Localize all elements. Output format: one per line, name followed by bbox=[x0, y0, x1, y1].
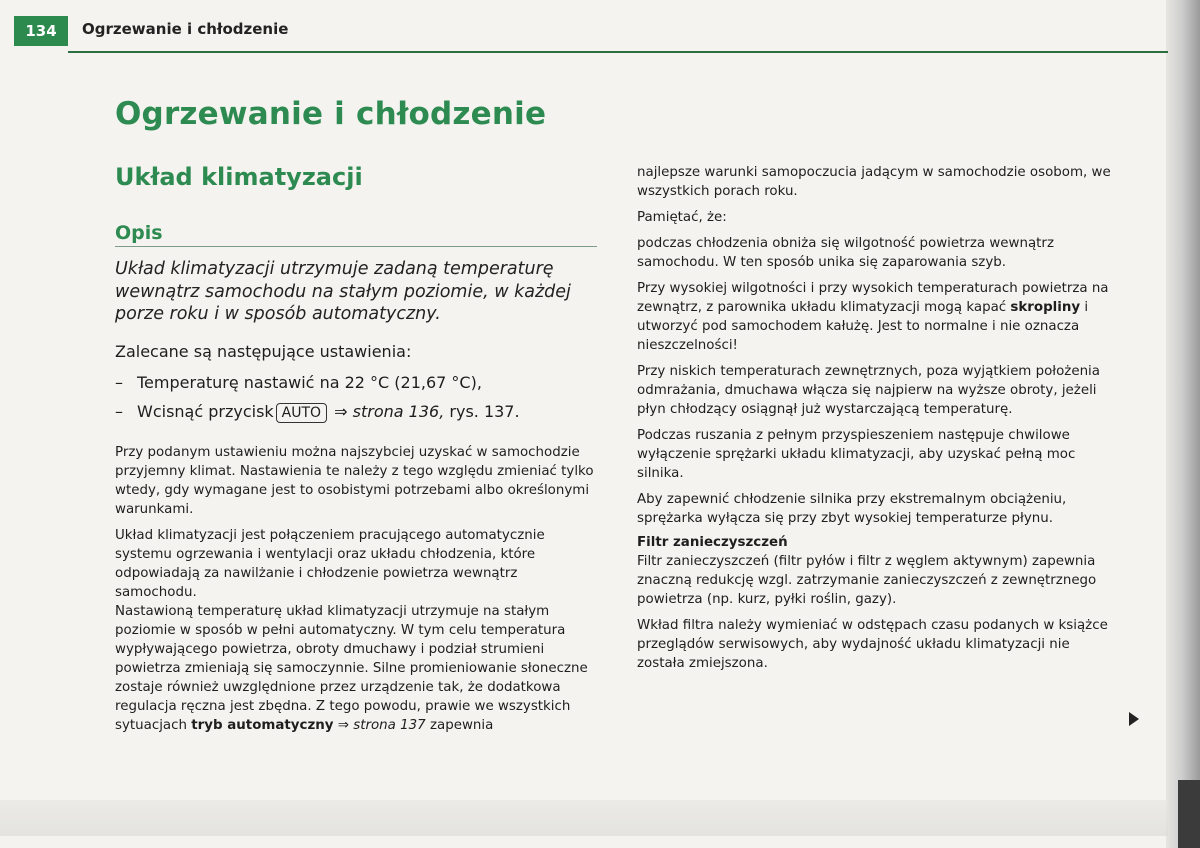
left-column bbox=[115, 258, 599, 742]
list-item: – Wcisnąć przycisk AUTO ⇒ strona 136, rys. 137. bbox=[115, 401, 520, 421]
header-rule bbox=[68, 51, 1168, 53]
running-title: Ogrzewanie i chłodzenie bbox=[82, 20, 289, 38]
paragraph: Wkład filtra należy wymieniać w odstępach czasu podanych w książce przeglądów serwisowych, aby wydajność układu klimatyzacji nie została zmiejszona. bbox=[637, 618, 1108, 671]
page-reference: ⇒ strona 137 bbox=[337, 717, 426, 733]
paragraph: Filtr zanieczyszczeń (filtr pyłów i filtr z węglem aktywnym) zapewnia znaczną redukcję wzgl. zatrzymanie zanieczyszczeń z zewnętrznego powietrza (np. kurz, pyłki roślin, gazy). bbox=[637, 554, 1097, 607]
paragraph: Przy wysokiej wilgotności i przy wysokich temperaturach powietrza na zewnątrz, z parownika układu klimatyzacji mogą kapać skropliny i utworzyć pod samochodem kałużę. Jest to normalne i nie oznacza nieszczelności! bbox=[637, 281, 1109, 353]
paragraph: Przy niskich temperaturach zewnętrznych, poza wyjątkiem położenia odmrażania, dmuchawa włącza się najpierw na wyższe obroty, jeżeli płyn chłodzący osiągnął już wystarczającą temperaturę. bbox=[637, 364, 1100, 417]
page-number: 134 bbox=[14, 16, 68, 46]
filter-heading: Filtr zanieczyszczeń bbox=[637, 535, 788, 550]
list-item: – Temperaturę nastawić na 22 °C (21,67 °C), bbox=[115, 372, 482, 392]
paragraph: Przy podanym ustawieniu można najszybciej uzyskać w samochodzie przyjemny klimat. Nastawienia te należy z tego względu zmieniać tylko wtedy, gdy wymagane jest to osobistymi potrzebami albo określonymi warunkami. bbox=[115, 444, 594, 517]
bold-term: tryb automatyczny bbox=[191, 717, 334, 733]
lead-paragraph: Układ klimatyzacji utrzymuje zadaną temperaturę wewnątrz samochodu na stałym poziomie, w każdej porze roku i w sposób automatyczny. bbox=[115, 259, 571, 324]
paragraph: Nastawioną temperaturę układ klimatyzacji utrzymuje na stałym poziomie w sposób w pełni automatyczny. W tym celu temperatura wypływającego powietrza, obroty dmuchawy i podział strumieni powietrza zmieniają się samoczynnie. Silne promieniowanie słoneczne zostaje również uwzględnione przez urządzenie tak, że dodatkowa regulacja ręczna jest zbędna. Z tego powodu, prawie we wszystkich sytuacjach tryb automatyczny ⇒ strona 137 zapewnia bbox=[115, 603, 588, 733]
page-reference: ⇒ strona 136, bbox=[334, 401, 445, 421]
sub-title: Układ klimatyzacji bbox=[115, 163, 363, 191]
paragraph: Układ klimatyzacji jest połączeniem pracującego automatycznie systemu ogrzewania i wentylacji oraz układu chłodzenia, które odpowiadają za nawilżanie i chłodzenie powietrza wewnątrz samochodu. bbox=[115, 527, 545, 600]
triangle-right-icon bbox=[1129, 712, 1139, 726]
page-header bbox=[0, 14, 1200, 38]
auto-key: AUTO bbox=[276, 403, 327, 423]
list-item-text: Temperaturę nastawić na 22 °C (21,67 °C), bbox=[137, 372, 482, 392]
right-column bbox=[637, 163, 1121, 680]
bold-term: skropliny bbox=[1010, 300, 1081, 315]
paragraph: Pamiętać, że: bbox=[637, 210, 727, 225]
section-title: Opis bbox=[115, 222, 163, 244]
paragraph: podczas chłodzenia obniża się wilgotność powietrza wewnątrz samochodu. W ten sposób unika się zaparowania szyb. bbox=[637, 236, 1054, 270]
paragraph: Aby zapewnić chłodzenie silnika przy ekstremalnym obciążeniu, sprężarka wyłącza się przy zbyt wysokiej temperaturze płynu. bbox=[637, 492, 1067, 526]
recommend-text: Zalecane są następujące ustawienia: bbox=[115, 341, 412, 361]
figure-reference: rys. 137. bbox=[449, 401, 520, 421]
list-item-text: Wcisnąć przycisk bbox=[137, 401, 274, 421]
page-edge bbox=[1166, 0, 1200, 848]
section-rule bbox=[115, 246, 597, 247]
paragraph: najlepsze warunki samopoczucia jadącym w samochodzie osobom, we wszystkich porach roku. bbox=[637, 165, 1111, 199]
paragraph: Podczas ruszania z pełnym przyspieszeniem następuje chwilowe wyłączenie sprężarki układu klimatyzacji, aby uzyskać pełną moc silnika. bbox=[637, 428, 1076, 481]
footer-band bbox=[0, 800, 1168, 836]
main-title: Ogrzewanie i chłodzenie bbox=[115, 96, 547, 132]
